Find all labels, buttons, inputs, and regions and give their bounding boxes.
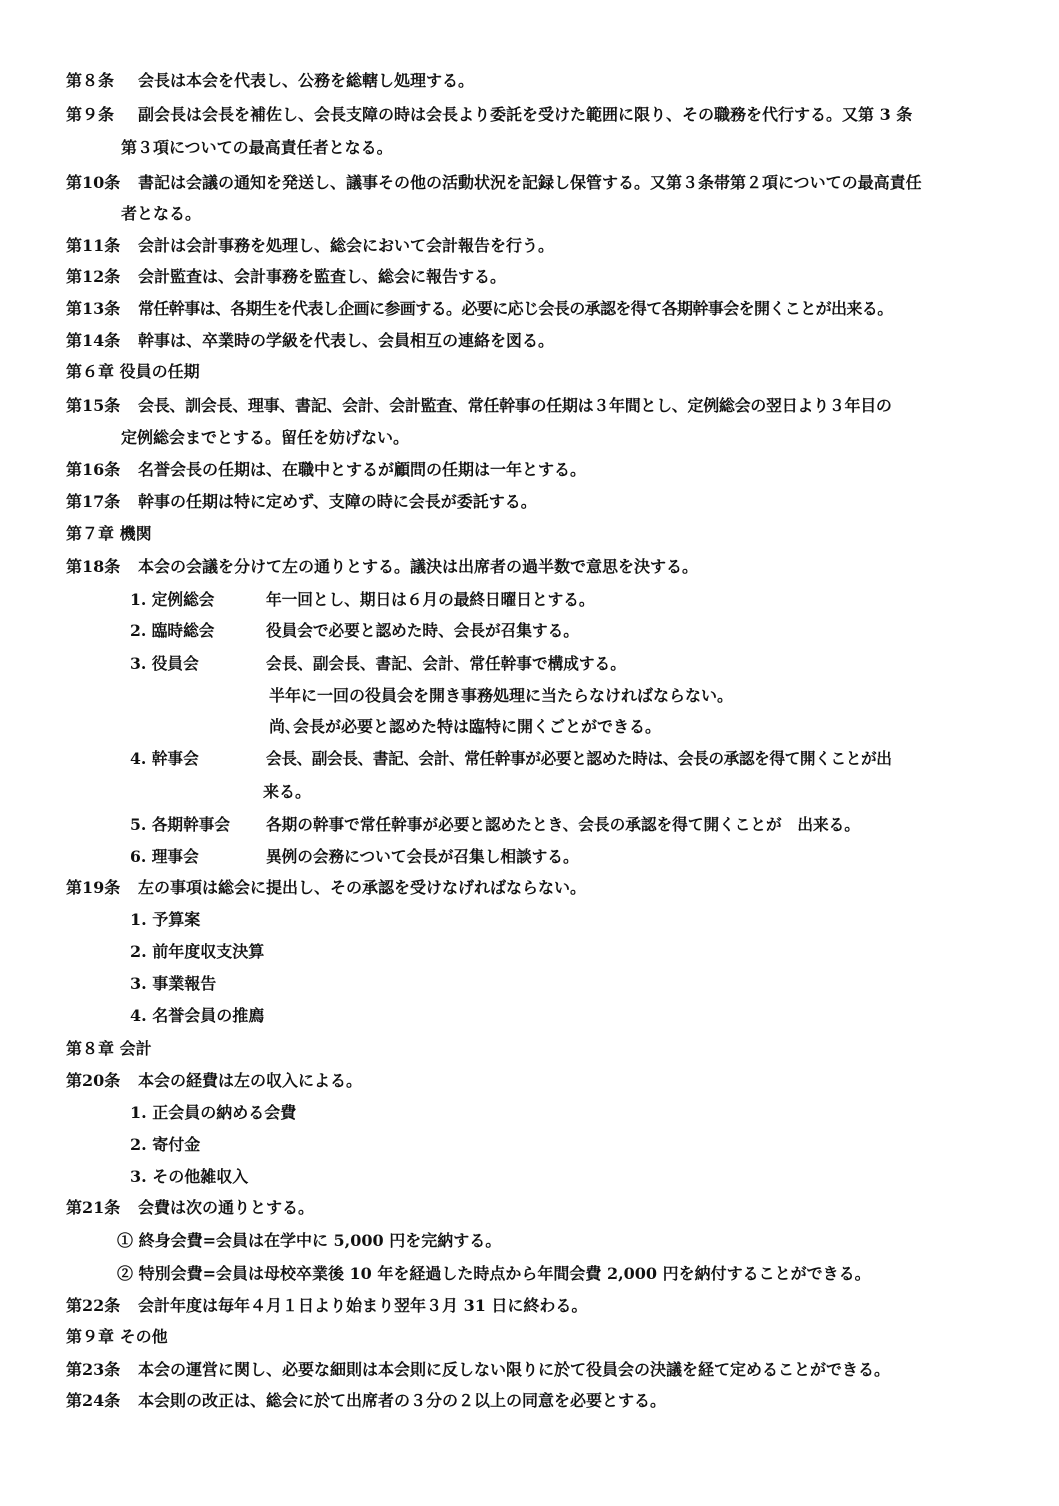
article-15: 第15条 会長、訓会長、理事、書記、会計、会計監査、常任幹事の任期は３年間とし、定例総会の翌日より３年目の <box>66 396 892 415</box>
article-13: 第13条 常任幹事は、各期生を代表し企画に参画する。必要に応じ会長の承認を得て各期幹事会を開くことが出来る。 <box>66 299 893 318</box>
article-23: 第23条 本会の運営に関し、必要な細則は本会則に反しない限りに於て役員会の決議を経て定めることができる。 <box>66 1360 891 1379</box>
chapter-9-heading: 第９章 その他 <box>66 1327 168 1346</box>
chapter-7-heading: 第７章 機関 <box>66 524 152 543</box>
list-item: 3. 役員会 会長、副会長、書記、会計、常任幹事で構成する。 <box>130 654 626 673</box>
article-9: 第９条 副会長は会長を補佐し、会長支障の時は会長より委託を受けた範囲に限り、その職務を代行する。又第 3 条 <box>66 105 913 124</box>
article-21: 第21条 会費は次の通りとする。 <box>66 1198 315 1217</box>
list-item: 1. 定例総会 年一回とし、期日は６月の最終日曜日とする。 <box>130 590 595 609</box>
article-11: 第11条 会計は会計事務を処理し、総会において会計報告を行う。 <box>66 236 555 255</box>
article-15-cont: 定例総会までとする。留任を妨げない。 <box>121 428 410 447</box>
article-22: 第22条 会計年度は毎年４月１日より始まり翌年３月 31 日に終わる。 <box>66 1296 588 1315</box>
article-12: 第12条 会計監査は、会計事務を監査し、総会に報告する。 <box>66 267 507 286</box>
list-item: 4. 幹事会 会長、副会長、書記、会計、常任幹事が必要と認めた時は、会長の承認を得て開くことが出 <box>130 749 892 768</box>
article-17: 第17条 幹事の任期は特に定めず、支障の時に会長が委託する。 <box>66 492 537 511</box>
list-item: 2. 前年度収支決算 <box>130 942 265 961</box>
article-9-cont: 第３項についての最高責任者となる。 <box>121 138 393 157</box>
list-item: 2. 寄付金 <box>130 1135 201 1154</box>
article-18: 第18条 本会の会議を分けて左の通りとする。議決は出席者の過半数で意思を決する。 <box>66 557 699 576</box>
list-item: 1. 正会員の納める会費 <box>130 1103 297 1122</box>
list-item-cont: 尚､会長が必要と認めた特は臨特に開くごとができる。 <box>269 717 662 736</box>
list-item: 6. 理事会 異例の会務について会長が召集し相談する。 <box>130 847 579 866</box>
list-item: 4. 名誉会員の推廌 <box>130 1006 265 1025</box>
list-item-cont: 半年に一回の役員会を開き事務処理に当たらなければならない。 <box>269 686 734 705</box>
article-20: 第20条 本会の経費は左の収入による。 <box>66 1071 363 1090</box>
chapter-8-heading: 第８章 会計 <box>66 1039 152 1058</box>
list-item: 3. その他雑収入 <box>130 1167 249 1186</box>
article-10-cont: 者となる。 <box>121 204 202 223</box>
list-item: 1. 予算案 <box>130 910 201 929</box>
list-item: ① 終身会費=会員は在学中に 5,000 円を完納する。 <box>117 1231 502 1250</box>
chapter-6-heading: 第６章 役員の任期 <box>66 362 200 381</box>
list-item: ② 特別会費=会員は母校卒業後 10 年を経過した時点から年間会費 2,000 円を納付することができる。 <box>117 1264 871 1283</box>
article-14: 第14条 幹事は、卒業時の学級を代表し、会員相互の連絡を図る。 <box>66 331 555 350</box>
article-24: 第24条 本会則の改正は、総会に於て出席者の３分の２以上の同意を必要とする。 <box>66 1391 667 1410</box>
article-8: 第８条 会長は本会を代表し、公務を総轄し処理する。 <box>66 71 475 90</box>
article-10: 第10条 書記は会議の通知を発送し、議事その他の活動状況を記録し保管する。又第３条帯第２項についての最高責任 <box>66 173 922 192</box>
list-item: 5. 各期幹事会 各期の幹事で常任幹事が必要と認めたとき、会長の承認を得て開くことが 出来る。 <box>130 815 860 834</box>
list-item-cont: 来る。 <box>263 782 312 801</box>
article-19: 第19条 左の事項は総会に提出し、その承認を受けなげればならない。 <box>66 878 587 897</box>
list-item: 3. 事業報告 <box>130 974 217 993</box>
article-16: 第16条 名誉会長の任期は、在職中とするが顧問の任期は一年とする。 <box>66 460 587 479</box>
list-item: 2. 臨時総会 役員会で必要と認めた時、会長が召集する。 <box>130 621 579 640</box>
